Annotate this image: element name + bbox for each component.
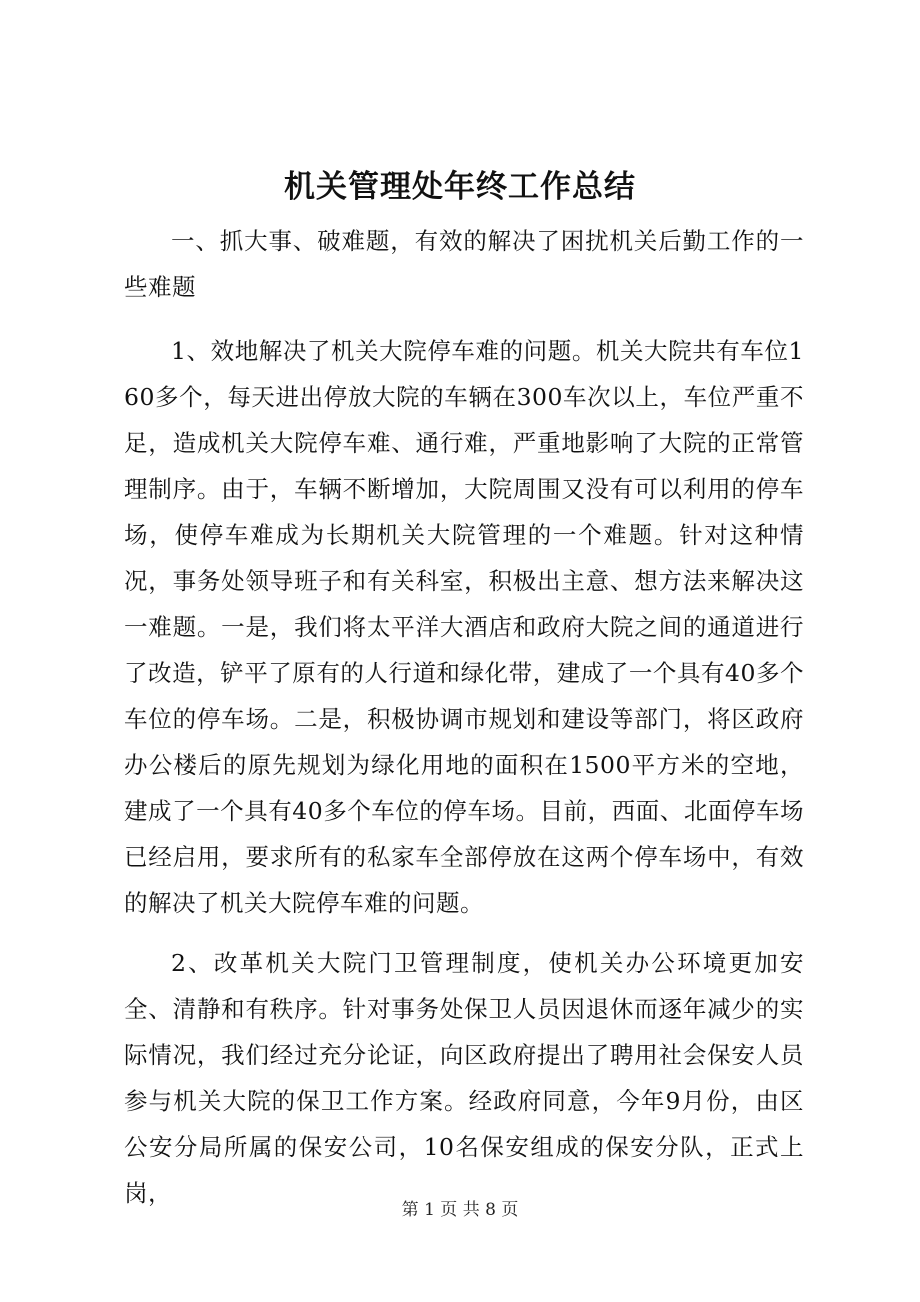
paragraph-parking: 1、效地解决了机关大院停车难的问题。机关大院共有车位160多个，每天进出停放大院的车辆在300车次以上，车位严重不足，造成机关大院停车难、通行难，严重地影响了大院的正常管理制序。由于，车辆不断增加，大院周围又没有可以利用的停车场，使停车难成为长期机关大院管理的一个难题。针对这种情况，事务处领导班子和有关科室，积极出主意、想方法来解决这一难题。一是，我们将太平洋大酒店和政府大院之间的通道进行了改造，铲平了原有的人行道和绿化带，建成了一个具有40多个车位的停车场。二是，积极协调市规划和建设等部门，将区政府办公楼后的原先规划为绿化用地的面积在1500平方米的空地，建成了一个具有40多个车位的停车场。目前，西面、北面停车场已经启用，要求所有的私家车全部停放在这两个停车场中，有效的解决了机关大院停车难的问题。 (124, 337, 804, 917)
section-heading: 一、抓大事、破难题，有效的解决了困扰机关后勤工作的一些难题 (124, 227, 804, 301)
paragraph-security: 2、改革机关大院门卫管理制度，使机关办公环境更加安全、清静和有秩序。针对事务处保卫人员因退休而逐年减少的实际情况，我们经过充分论证，向区政府提出了聘用社会保安人员参与机关大院的保卫工作方案。经政府同意，今年9月份，由区公安分局所属的保安公司，10名保安组成的保安分队，正式上岗， (124, 949, 804, 1207)
page-footer: 第 1 页 共 8 页 (401, 1200, 519, 1220)
document-title: 机关管理处年终工作总结 (284, 169, 636, 205)
document-body (124, 218, 804, 1230)
